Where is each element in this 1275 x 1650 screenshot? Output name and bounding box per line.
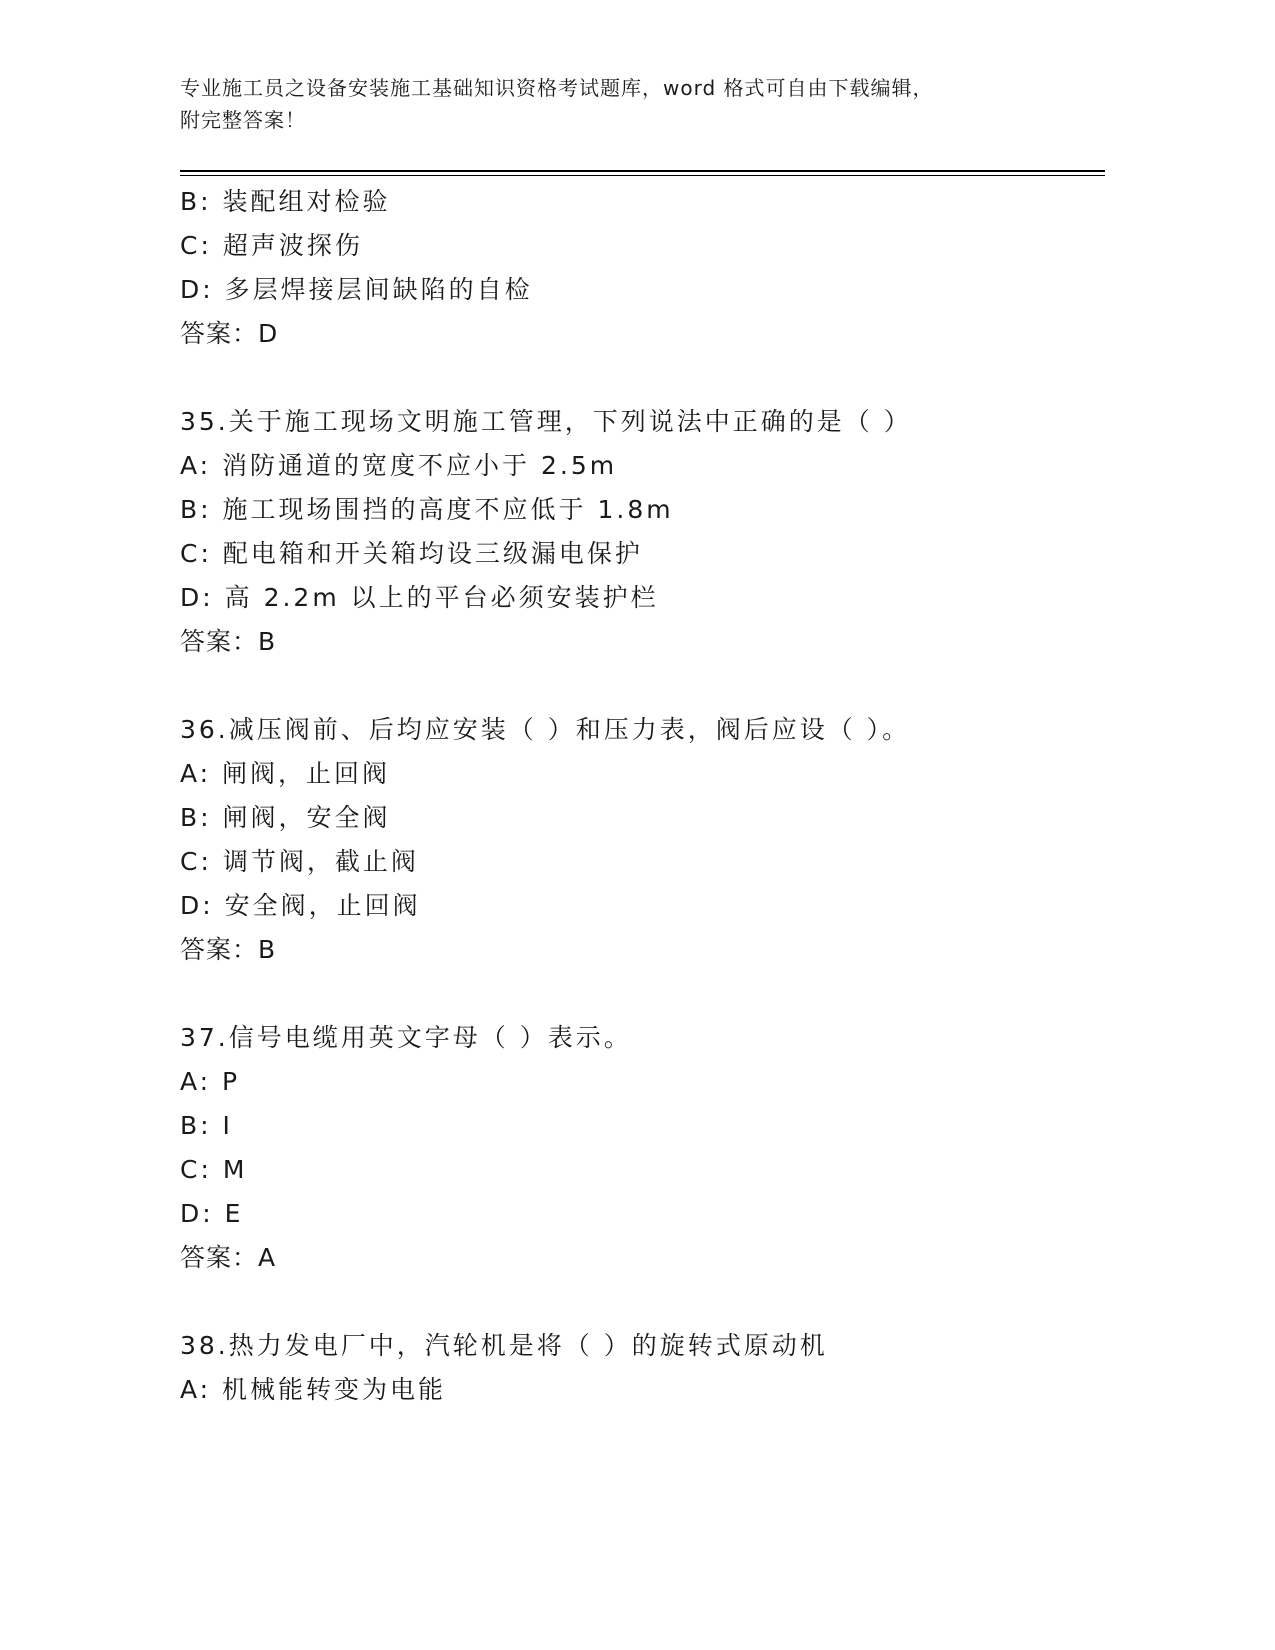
option-b: B: I [180,1111,233,1140]
option-a: A: 消防通道的宽度不应小于 2.5m [180,451,618,480]
option-d: D: 安全阀，止回阀 [180,891,421,920]
option-c: C: 配电箱和开关箱均设三级漏电保护 [180,539,643,568]
option-c: C: M [180,1155,248,1184]
question-36 [180,708,1105,972]
option-b: B: 闸阀，安全阀 [180,803,391,832]
answer-line: 答案：A [180,1243,277,1272]
question-stem: 38.热力发电厂中，汽轮机是将（ ）的旋转式原动机 [180,1331,828,1360]
header-rule-thick [180,170,1105,172]
question-spacer [180,356,1105,400]
option-a: A: P [180,1067,241,1096]
question-spacer [180,664,1105,708]
answer-line: 答案：D [180,319,279,348]
question-35 [180,400,1105,664]
option-c: C: 调节阀，截止阀 [180,847,419,876]
question-37 [180,1016,1105,1280]
question-spacer [180,1280,1105,1324]
document-header [180,72,1060,136]
header-line-1: 专业施工员之设备安装施工基础知识资格考试题库，word 格式可自由下载编辑， [180,76,934,100]
option-b: B: 施工现场围挡的高度不应低于 1.8m [180,495,674,524]
question-list [180,180,1105,1412]
header-line-2: 附完整答案！ [180,108,306,132]
answer-line: 答案：B [180,627,277,656]
question-34-continuation [180,180,1105,356]
question-stem: 36.减压阀前、后均应安装（ ）和压力表，阀后应设（ ）。 [180,715,911,744]
option-a: A: 闸阀，止回阀 [180,759,391,788]
option-d: D: 多层焊接层间缺陷的自检 [180,275,533,304]
header-rule-thin [180,175,1105,176]
option-d: D: 高 2.2m 以上的平台必须安装护栏 [180,583,659,612]
answer-line: 答案：B [180,935,277,964]
question-stem: 37.信号电缆用英文字母（ ）表示。 [180,1023,632,1052]
option-b: B: 装配组对检验 [180,187,391,216]
option-a: A: 机械能转变为电能 [180,1375,447,1404]
question-spacer [180,972,1105,1016]
option-c: C: 超声波探伤 [180,231,363,260]
option-d: D: E [180,1199,244,1228]
question-stem: 35.关于施工现场文明施工管理，下列说法中正确的是（ ） [180,407,912,436]
question-38 [180,1324,1105,1412]
